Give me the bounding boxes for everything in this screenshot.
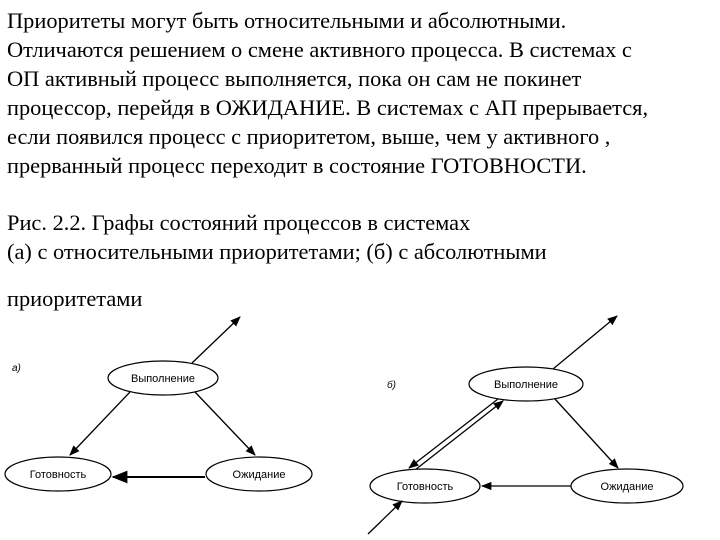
caption-line: (а) с относительными приоритетами; (б) с абсолютными xyxy=(7,239,547,264)
diagram-b xyxy=(368,316,683,534)
arrow-running-to-ready-a xyxy=(70,392,130,455)
state-running-b-label: Выполнение xyxy=(493,379,559,391)
arrow-running-to-ready-b xyxy=(409,399,498,468)
diagram-b-tag: б) xyxy=(387,380,396,391)
state-running-a-label: Выполнение xyxy=(130,373,196,385)
arrow-running-to-waiting-a xyxy=(195,392,255,455)
arrow-enter-ready-b xyxy=(368,501,402,534)
arrow-ready-to-running-b xyxy=(415,401,503,470)
state-ready-a-label: Готовность xyxy=(29,469,87,481)
arrow-exit-running-b xyxy=(553,316,617,369)
paragraph-line: ОП активный процесс выполняется, пока он сам не покинет xyxy=(7,66,582,91)
state-waiting-a-label: Ожидание xyxy=(232,469,286,481)
paragraph-line: прерванный процесс переходит в состояние ГОТОВНОСТИ. xyxy=(7,153,587,178)
paragraph-line: если появился процесс с приоритетом, выше, чем у активного , xyxy=(7,124,611,149)
paragraph-line: Отличаются решением о смене активного процесса. В системах с xyxy=(7,37,632,62)
caption-line: Рис. 2.2. Графы состояний процессов в системах xyxy=(7,210,471,235)
arrow-running-to-waiting-b xyxy=(555,399,618,468)
paragraph-line: процессор, перейдя в ОЖИДАНИЕ. В системах с АП прерывается, xyxy=(7,95,649,120)
caption-line: приоритетами xyxy=(7,286,143,311)
arrow-exit-running xyxy=(192,317,240,363)
diagram-a-tag: а) xyxy=(12,363,21,374)
state-ready-b-label: Готовность xyxy=(396,481,454,493)
diagram-a xyxy=(5,317,312,491)
paragraph-line: Приоритеты могут быть относительными и абсолютными. xyxy=(7,8,567,33)
state-waiting-b-label: Ожидание xyxy=(600,481,654,493)
